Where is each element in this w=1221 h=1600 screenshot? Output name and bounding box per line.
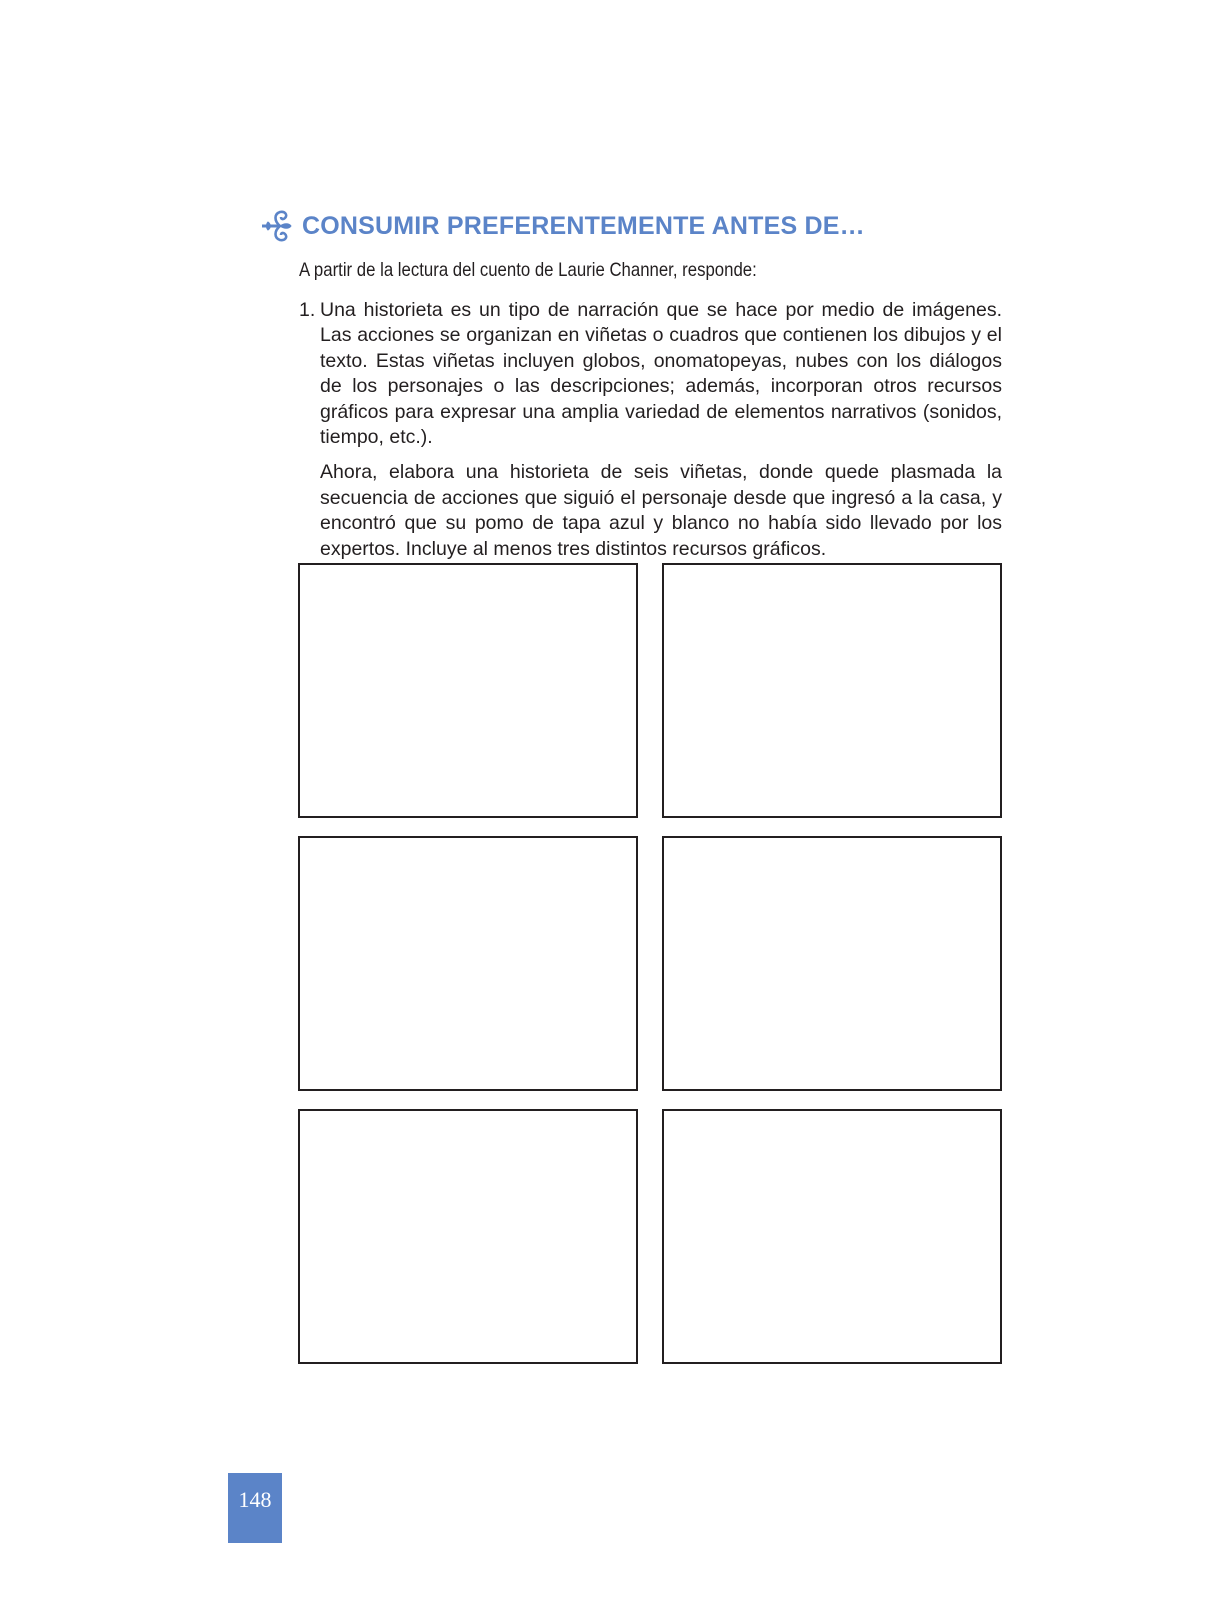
intro-text: A partir de la lectura del cuento de Laurie Channer, responde: (299, 259, 757, 281)
question-item (299, 298, 1002, 562)
comic-panel-5 (298, 1109, 638, 1364)
instruction-paragraph: Ahora, elabora una historieta de seis viñetas, donde quede plasmada la secuencia de acciones que siguió el personaje desde que ingresó a la casa, y encontró que su pomo de tapa azul y blanco no había sido llevado por los expertos. Incluye al menos tres distintos recursos gráficos. (320, 461, 1002, 560)
page-number-tab (228, 1473, 282, 1543)
comic-panel-6 (662, 1109, 1002, 1364)
comic-panel-2 (662, 563, 1002, 818)
question-number: 1. (299, 299, 316, 321)
page-number: 148 (238, 1487, 272, 1512)
comic-panel-4 (662, 836, 1002, 1091)
fleur-de-lis-icon (260, 208, 294, 244)
comic-panels-grid (298, 563, 1003, 1364)
question-paragraph: Una historieta es un tipo de narración que se hace por medio de imágenes. Las acciones se organizan en viñetas o cuadros que contienen los dibujos y el texto. Estas viñetas incluyen globos, onomatopeyas, nubes con los diálogos de los personajes o las descripciones; además, incorporan otros recursos gráficos para expresar una amplia variedad de elementos narrativos (sonidos, tiempo, etc.). (320, 299, 1002, 449)
section-title: CONSUMIR PREFERENTEMENTE ANTES DE… (302, 211, 865, 240)
comic-panel-1 (298, 563, 638, 818)
comic-panel-3 (298, 836, 638, 1091)
section-heading (260, 208, 865, 244)
